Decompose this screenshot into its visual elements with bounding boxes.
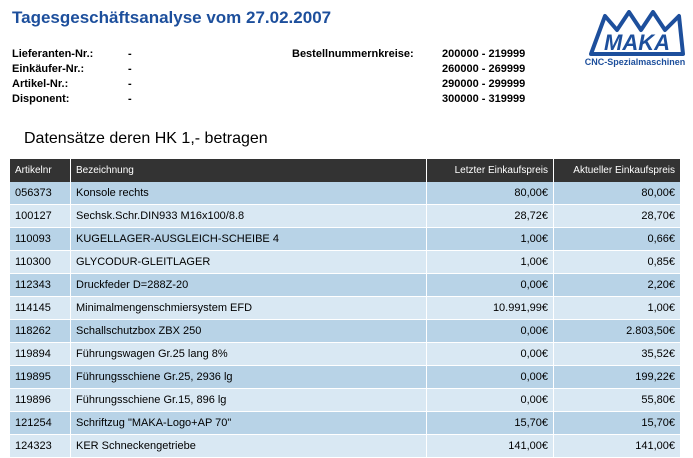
table-row[interactable] <box>10 320 680 343</box>
table-row[interactable] <box>10 274 680 297</box>
cell-last-price: 28,72€ <box>427 205 554 228</box>
cell-last-price: 0,00€ <box>427 366 554 389</box>
table-row[interactable] <box>10 389 680 412</box>
table-row[interactable] <box>10 366 680 389</box>
meta-value: 300000 - 319999 <box>442 93 526 105</box>
cell-last-price: 1,00€ <box>427 251 554 274</box>
cell-current-price: 28,70€ <box>554 205 680 228</box>
cell-article-no: 110093 <box>10 228 71 251</box>
table-row[interactable] <box>10 343 680 366</box>
cell-article-no: 124323 <box>10 435 71 458</box>
cell-description: Minimalmengenschmiersystem EFD <box>71 297 427 320</box>
table-row[interactable] <box>10 251 680 274</box>
cell-last-price: 0,00€ <box>427 320 554 343</box>
cell-article-no: 112343 <box>10 274 71 297</box>
cell-article-no: 121254 <box>10 412 71 435</box>
cell-article-no: 110300 <box>10 251 71 274</box>
cell-current-price: 0,66€ <box>554 228 680 251</box>
meta-label: Artikel-Nr.: <box>12 78 69 90</box>
cell-current-price: 55,80€ <box>554 389 680 412</box>
cell-description: Konsole rechts <box>71 182 427 205</box>
meta-row-order-range <box>292 47 525 62</box>
cell-current-price: 2,20€ <box>554 274 680 297</box>
table-row[interactable] <box>10 182 680 205</box>
table-row[interactable] <box>10 228 680 251</box>
meta-row-buyer <box>12 62 132 77</box>
meta-row-order-range <box>292 92 525 107</box>
maka-logo-icon <box>583 10 687 56</box>
meta-value: - <box>128 63 132 75</box>
meta-row-order-range <box>292 77 525 92</box>
meta-row-order-range <box>292 62 525 77</box>
meta-value: 200000 - 219999 <box>442 48 526 60</box>
cell-last-price: 0,00€ <box>427 343 554 366</box>
table-row[interactable] <box>10 297 680 320</box>
articles-table <box>10 159 680 458</box>
filter-meta-left <box>12 47 132 107</box>
cell-last-price: 80,00€ <box>427 182 554 205</box>
meta-value: 260000 - 269999 <box>442 63 526 75</box>
page-title: Tagesgeschäftsanalyse vom 27.02.2007 <box>12 8 332 27</box>
cell-last-price: 141,00€ <box>427 435 554 458</box>
meta-label: Einkäufer-Nr.: <box>12 63 85 75</box>
section-title: Datensätze deren HK 1,- betragen <box>24 130 268 147</box>
cell-current-price: 80,00€ <box>554 182 680 205</box>
meta-row-dispatcher <box>12 92 132 107</box>
cell-description: KUGELLAGER-AUSGLEICH-SCHEIBE 4 <box>71 228 427 251</box>
meta-value: - <box>128 48 132 60</box>
cell-last-price: 1,00€ <box>427 228 554 251</box>
cell-description: Schriftzug "MAKA-Logo+AP 70" <box>71 412 427 435</box>
cell-article-no: 100127 <box>10 205 71 228</box>
table-header-row <box>10 159 680 182</box>
filter-meta-right <box>292 47 525 107</box>
cell-current-price: 199,22€ <box>554 366 680 389</box>
cell-current-price: 0,85€ <box>554 251 680 274</box>
cell-current-price: 35,52€ <box>554 343 680 366</box>
table-row[interactable] <box>10 412 680 435</box>
meta-row-article <box>12 77 132 92</box>
cell-article-no: 056373 <box>10 182 71 205</box>
cell-current-price: 15,70€ <box>554 412 680 435</box>
cell-description: GLYCODUR-GLEITLAGER <box>71 251 427 274</box>
cell-description: KER Schneckengetriebe <box>71 435 427 458</box>
cell-current-price: 141,00€ <box>554 435 680 458</box>
cell-description: Führungswagen Gr.25 lang 8% <box>71 343 427 366</box>
cell-last-price: 0,00€ <box>427 389 554 412</box>
cell-description: Druckfeder D=288Z-20 <box>71 274 427 297</box>
meta-value: - <box>128 78 132 90</box>
cell-description: Führungsschiene Gr.25, 2936 lg <box>71 366 427 389</box>
logo-subtitle: CNC-Spezialmaschinen <box>584 57 686 67</box>
cell-current-price: 1,00€ <box>554 297 680 320</box>
column-header-last-price[interactable]: Letzter Einkaufspreis <box>427 159 554 182</box>
column-header-description[interactable]: Bezeichnung <box>71 159 427 182</box>
cell-article-no: 114145 <box>10 297 71 320</box>
meta-row-supplier <box>12 47 132 62</box>
maka-logo <box>583 10 687 70</box>
cell-article-no: 119895 <box>10 366 71 389</box>
table-row[interactable] <box>10 205 680 228</box>
column-header-current-price[interactable]: Aktueller Einkaufspreis <box>554 159 680 182</box>
meta-label: Lieferanten-Nr.: <box>12 48 94 60</box>
meta-label: Bestellnummernkreise: <box>292 48 414 60</box>
meta-label: Disponent: <box>12 93 70 105</box>
cell-last-price: 15,70€ <box>427 412 554 435</box>
cell-article-no: 119896 <box>10 389 71 412</box>
cell-description: Schallschutzbox ZBX 250 <box>71 320 427 343</box>
cell-last-price: 10.991,99€ <box>427 297 554 320</box>
meta-value: - <box>128 93 132 105</box>
cell-description: Führungsschiene Gr.15, 896 lg <box>71 389 427 412</box>
column-header-article-no[interactable]: Artikelnr <box>10 159 71 182</box>
cell-current-price: 2.803,50€ <box>554 320 680 343</box>
cell-last-price: 0,00€ <box>427 274 554 297</box>
cell-article-no: 119894 <box>10 343 71 366</box>
cell-article-no: 118262 <box>10 320 71 343</box>
cell-description: Sechsk.Schr.DIN933 M16x100/8.8 <box>71 205 427 228</box>
logo-wordmark: MAKA <box>604 30 670 55</box>
meta-value: 290000 - 299999 <box>442 78 526 90</box>
